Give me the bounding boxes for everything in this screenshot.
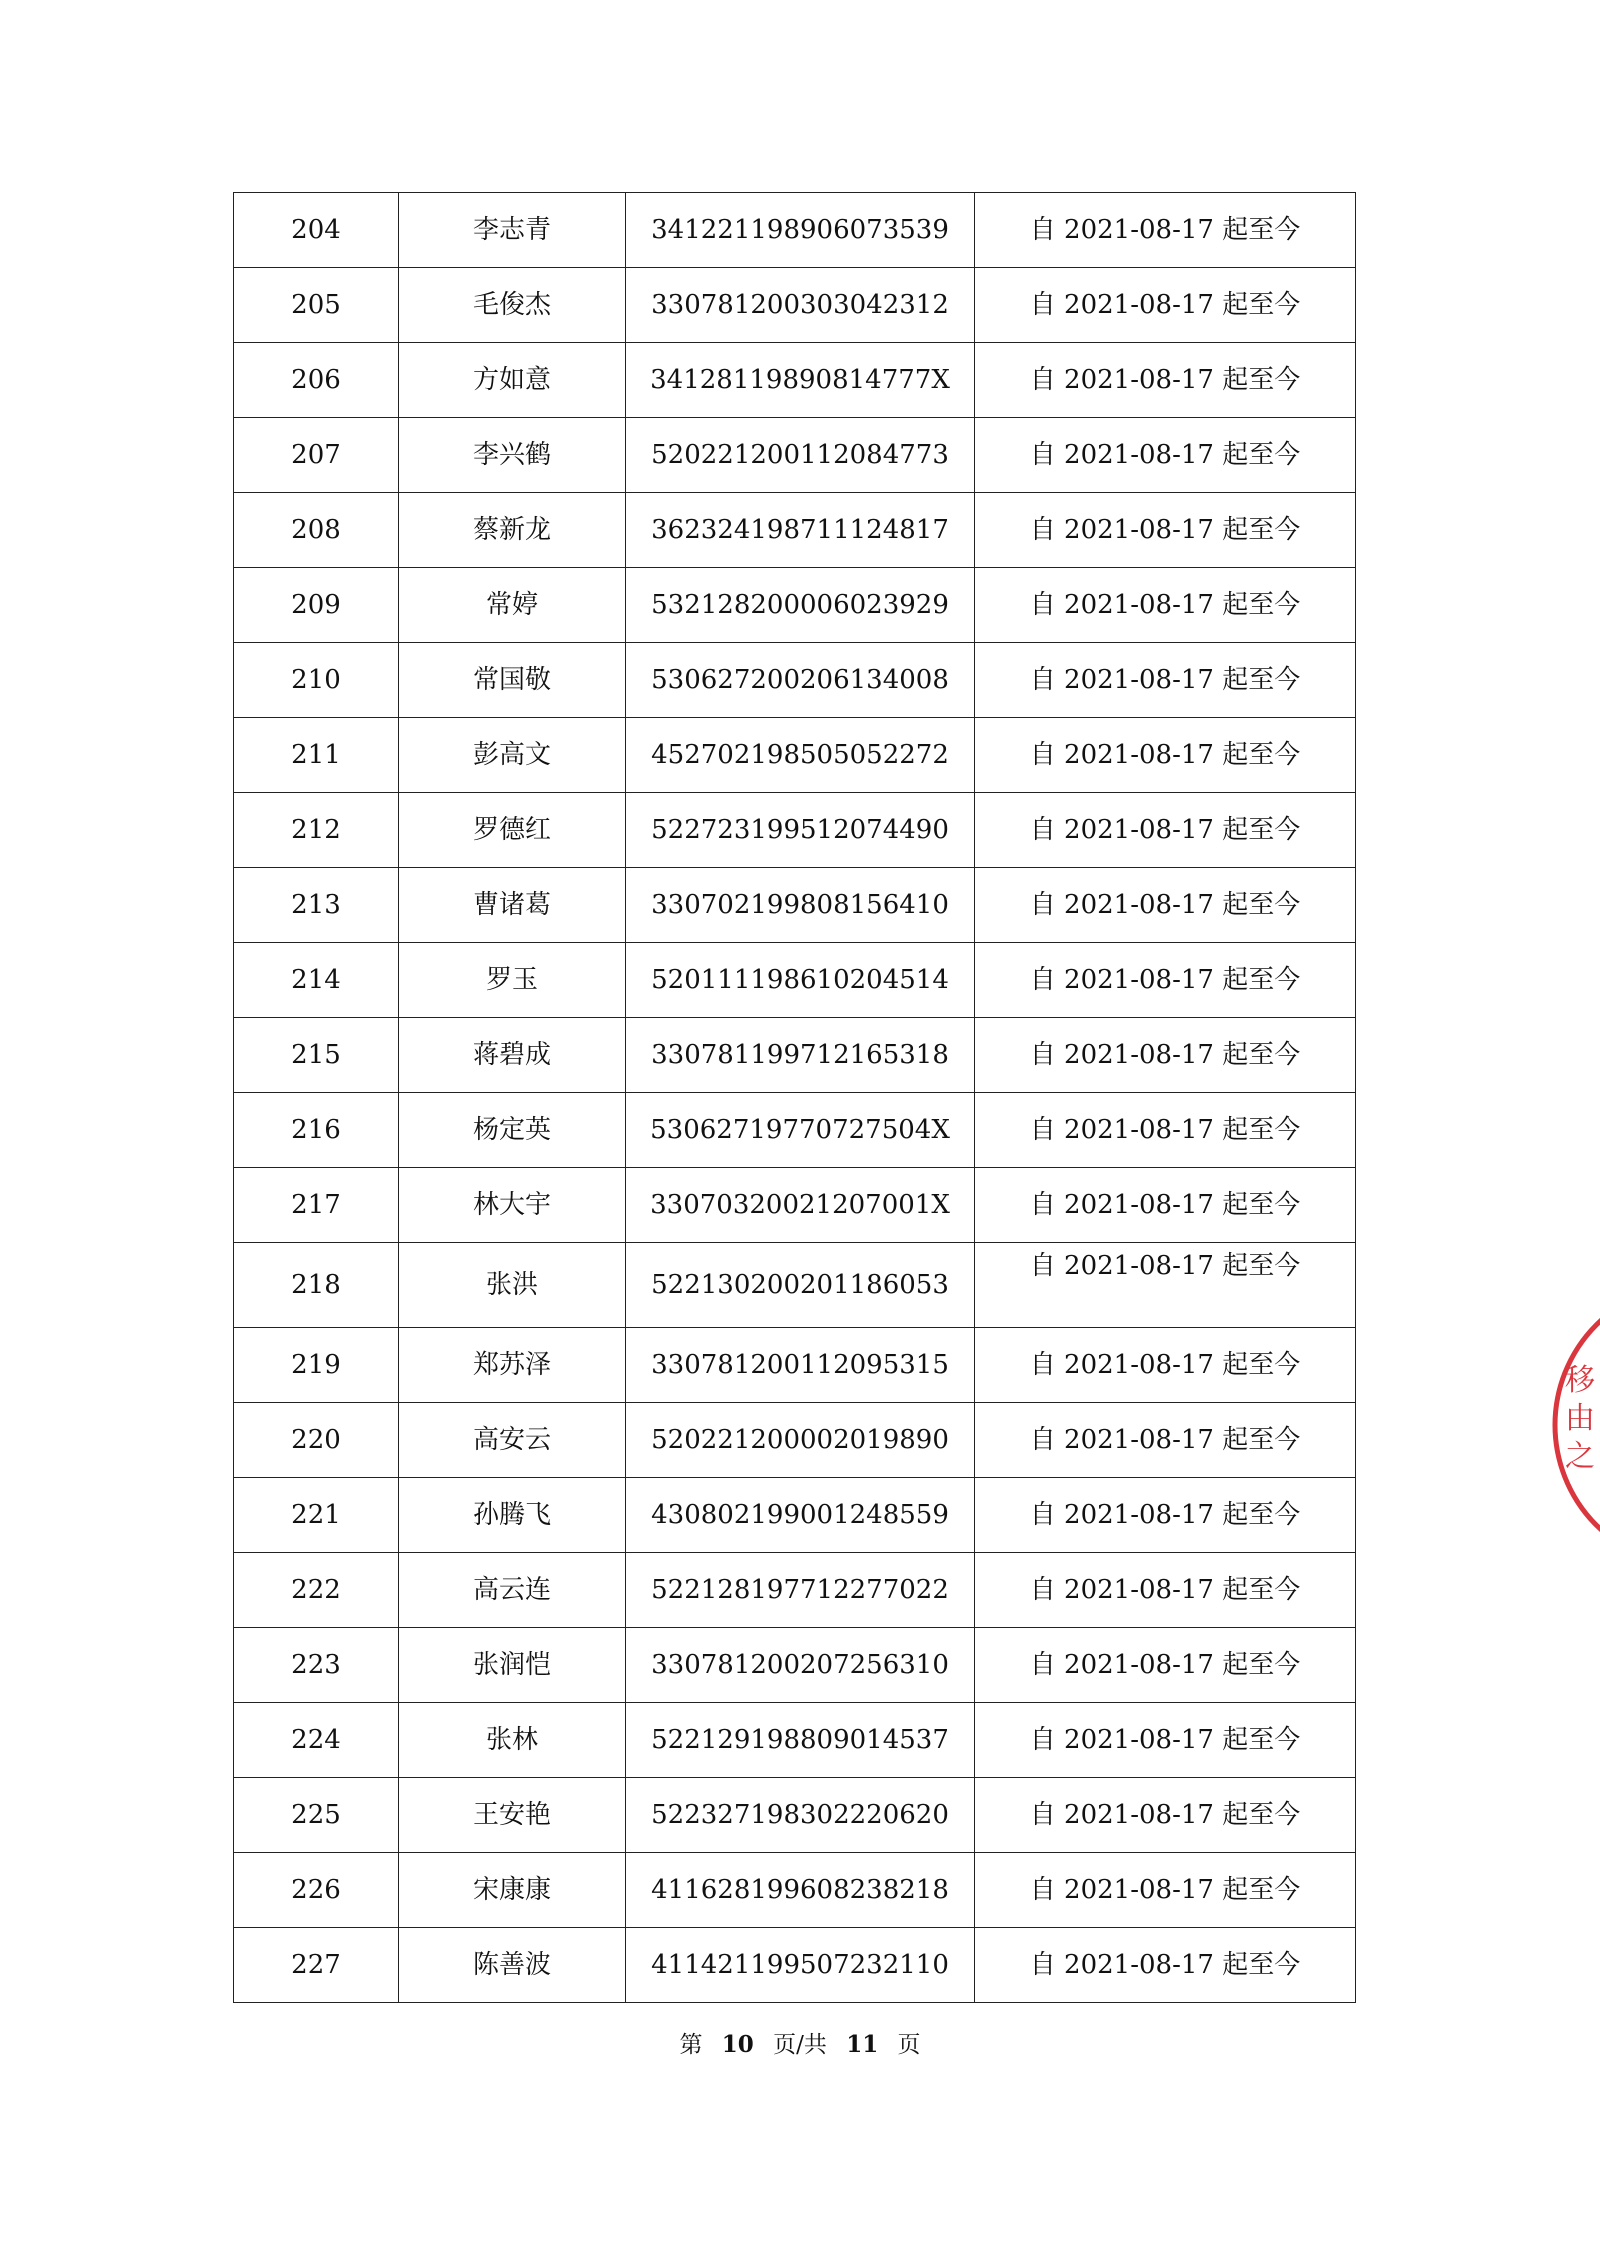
row-number-cell: 211 — [234, 718, 399, 793]
row-number-cell: 210 — [234, 643, 399, 718]
id-number-cell: 341221198906073539 — [626, 193, 975, 268]
period-cell: 自 2021-08-17 起至今 — [975, 643, 1356, 718]
table-row — [234, 868, 1356, 943]
name-cell: 陈善波 — [399, 1928, 626, 2003]
row-number-cell: 217 — [234, 1168, 399, 1243]
id-number-cell: 520111198610204514 — [626, 943, 975, 1018]
table-row — [234, 793, 1356, 868]
id-number-cell: 522327198302220620 — [626, 1778, 975, 1853]
table-row — [234, 1093, 1356, 1168]
name-cell: 高云连 — [399, 1553, 626, 1628]
row-number-cell: 219 — [234, 1328, 399, 1403]
period-cell: 自 2021-08-17 起至今 — [975, 268, 1356, 343]
footer-middle: 页/共 — [773, 2032, 827, 2058]
period-cell: 自 2021-08-17 起至今 — [975, 1168, 1356, 1243]
row-number-cell: 216 — [234, 1093, 399, 1168]
table-row — [234, 1018, 1356, 1093]
name-cell: 罗德红 — [399, 793, 626, 868]
table-row — [234, 1628, 1356, 1703]
id-number-cell: 522130200201186053 — [626, 1243, 975, 1328]
table-row — [234, 1328, 1356, 1403]
id-number-cell: 330781199712165318 — [626, 1018, 975, 1093]
seal-graphic — [1547, 1300, 1595, 1550]
name-cell: 蔡新龙 — [399, 493, 626, 568]
period-cell: 自 2021-08-17 起至今 — [975, 1928, 1356, 2003]
period-cell: 自 2021-08-17 起至今 — [975, 1478, 1356, 1553]
period-cell: 自 2021-08-17 起至今 — [975, 1403, 1356, 1478]
roster-table — [233, 192, 1356, 2003]
period-cell: 自 2021-08-17 起至今 — [975, 718, 1356, 793]
seal-char: 由 — [1565, 1401, 1595, 1436]
name-cell: 曹诸葛 — [399, 868, 626, 943]
period-cell: 自 2021-08-17 起至今 — [975, 343, 1356, 418]
row-number-cell: 213 — [234, 868, 399, 943]
name-cell: 宋康康 — [399, 1853, 626, 1928]
row-number-cell: 206 — [234, 343, 399, 418]
row-number-cell: 205 — [234, 268, 399, 343]
table-row — [234, 1403, 1356, 1478]
period-cell: 自 2021-08-17 起至今 — [975, 493, 1356, 568]
row-number-cell: 204 — [234, 193, 399, 268]
seal-char: 之 — [1565, 1439, 1595, 1474]
table-row — [234, 718, 1356, 793]
name-cell: 张林 — [399, 1703, 626, 1778]
official-seal-stamp — [1547, 1300, 1595, 1550]
table-row — [234, 568, 1356, 643]
table-row — [234, 193, 1356, 268]
period-cell: 自 2021-08-17 起至今 — [975, 1243, 1356, 1328]
id-number-cell: 522723199512074490 — [626, 793, 975, 868]
id-number-cell: 33070320021207001X — [626, 1168, 975, 1243]
name-cell: 林大宇 — [399, 1168, 626, 1243]
period-cell: 自 2021-08-17 起至今 — [975, 193, 1356, 268]
table-row — [234, 493, 1356, 568]
roster-table-body — [234, 193, 1356, 2003]
name-cell: 王安艳 — [399, 1778, 626, 1853]
id-number-cell: 330781200207256310 — [626, 1628, 975, 1703]
period-cell: 自 2021-08-17 起至今 — [975, 418, 1356, 493]
table-row — [234, 1478, 1356, 1553]
table-row — [234, 1168, 1356, 1243]
table-row — [234, 1928, 1356, 2003]
row-number-cell: 209 — [234, 568, 399, 643]
name-cell: 高安云 — [399, 1403, 626, 1478]
table-row — [234, 1703, 1356, 1778]
row-number-cell: 220 — [234, 1403, 399, 1478]
period-cell: 自 2021-08-17 起至今 — [975, 1703, 1356, 1778]
name-cell: 李兴鹤 — [399, 418, 626, 493]
footer-prefix: 第 — [679, 2032, 703, 2058]
period-cell: 自 2021-08-17 起至今 — [975, 1628, 1356, 1703]
current-page-number: 10 — [721, 2031, 754, 2058]
row-number-cell: 224 — [234, 1703, 399, 1778]
table-row — [234, 343, 1356, 418]
id-number-cell: 330781200112095315 — [626, 1328, 975, 1403]
period-cell: 自 2021-08-17 起至今 — [975, 1328, 1356, 1403]
id-number-cell: 34128119890814777X — [626, 343, 975, 418]
name-cell: 方如意 — [399, 343, 626, 418]
name-cell: 彭高文 — [399, 718, 626, 793]
row-number-cell: 223 — [234, 1628, 399, 1703]
table-row — [234, 1853, 1356, 1928]
row-number-cell: 225 — [234, 1778, 399, 1853]
id-number-cell: 330781200303042312 — [626, 268, 975, 343]
name-cell: 罗玉 — [399, 943, 626, 1018]
period-cell: 自 2021-08-17 起至今 — [975, 1778, 1356, 1853]
id-number-cell: 430802199001248559 — [626, 1478, 975, 1553]
name-cell: 蒋碧成 — [399, 1018, 626, 1093]
name-cell: 张洪 — [399, 1243, 626, 1328]
id-number-cell: 520221200002019890 — [626, 1403, 975, 1478]
table-row — [234, 268, 1356, 343]
name-cell: 李志青 — [399, 193, 626, 268]
name-cell: 杨定英 — [399, 1093, 626, 1168]
footer-suffix: 页 — [897, 2032, 921, 2058]
table-row — [234, 1553, 1356, 1628]
row-number-cell: 221 — [234, 1478, 399, 1553]
name-cell: 常国敬 — [399, 643, 626, 718]
id-number-cell: 532128200006023929 — [626, 568, 975, 643]
id-number-cell: 411421199507232110 — [626, 1928, 975, 2003]
id-number-cell: 522129198809014537 — [626, 1703, 975, 1778]
id-number-cell: 411628199608238218 — [626, 1853, 975, 1928]
id-number-cell: 330702199808156410 — [626, 868, 975, 943]
row-number-cell: 218 — [234, 1243, 399, 1328]
seal-char: 移 — [1565, 1363, 1595, 1398]
row-number-cell: 207 — [234, 418, 399, 493]
row-number-cell: 227 — [234, 1928, 399, 2003]
period-cell: 自 2021-08-17 起至今 — [975, 868, 1356, 943]
id-number-cell: 53062719770727504X — [626, 1093, 975, 1168]
id-number-cell: 520221200112084773 — [626, 418, 975, 493]
table-row — [234, 943, 1356, 1018]
id-number-cell: 522128197712277022 — [626, 1553, 975, 1628]
name-cell: 张润恺 — [399, 1628, 626, 1703]
table-row — [234, 1778, 1356, 1853]
period-cell: 自 2021-08-17 起至今 — [975, 1018, 1356, 1093]
row-number-cell: 212 — [234, 793, 399, 868]
name-cell: 毛俊杰 — [399, 268, 626, 343]
table-row — [234, 643, 1356, 718]
period-cell: 自 2021-08-17 起至今 — [975, 568, 1356, 643]
period-cell: 自 2021-08-17 起至今 — [975, 1093, 1356, 1168]
name-cell: 孙腾飞 — [399, 1478, 626, 1553]
page-footer — [0, 2026, 1600, 2059]
row-number-cell: 208 — [234, 493, 399, 568]
id-number-cell: 362324198711124817 — [626, 493, 975, 568]
table-row — [234, 1243, 1356, 1328]
row-number-cell: 215 — [234, 1018, 399, 1093]
name-cell: 常婷 — [399, 568, 626, 643]
row-number-cell: 222 — [234, 1553, 399, 1628]
row-number-cell: 226 — [234, 1853, 399, 1928]
id-number-cell: 452702198505052272 — [626, 718, 975, 793]
period-cell: 自 2021-08-17 起至今 — [975, 1853, 1356, 1928]
period-cell: 自 2021-08-17 起至今 — [975, 943, 1356, 1018]
id-number-cell: 530627200206134008 — [626, 643, 975, 718]
period-cell: 自 2021-08-17 起至今 — [975, 793, 1356, 868]
row-number-cell: 214 — [234, 943, 399, 1018]
period-cell: 自 2021-08-17 起至今 — [975, 1553, 1356, 1628]
total-pages-number: 11 — [846, 2031, 879, 2058]
name-cell: 郑苏泽 — [399, 1328, 626, 1403]
table-row — [234, 418, 1356, 493]
